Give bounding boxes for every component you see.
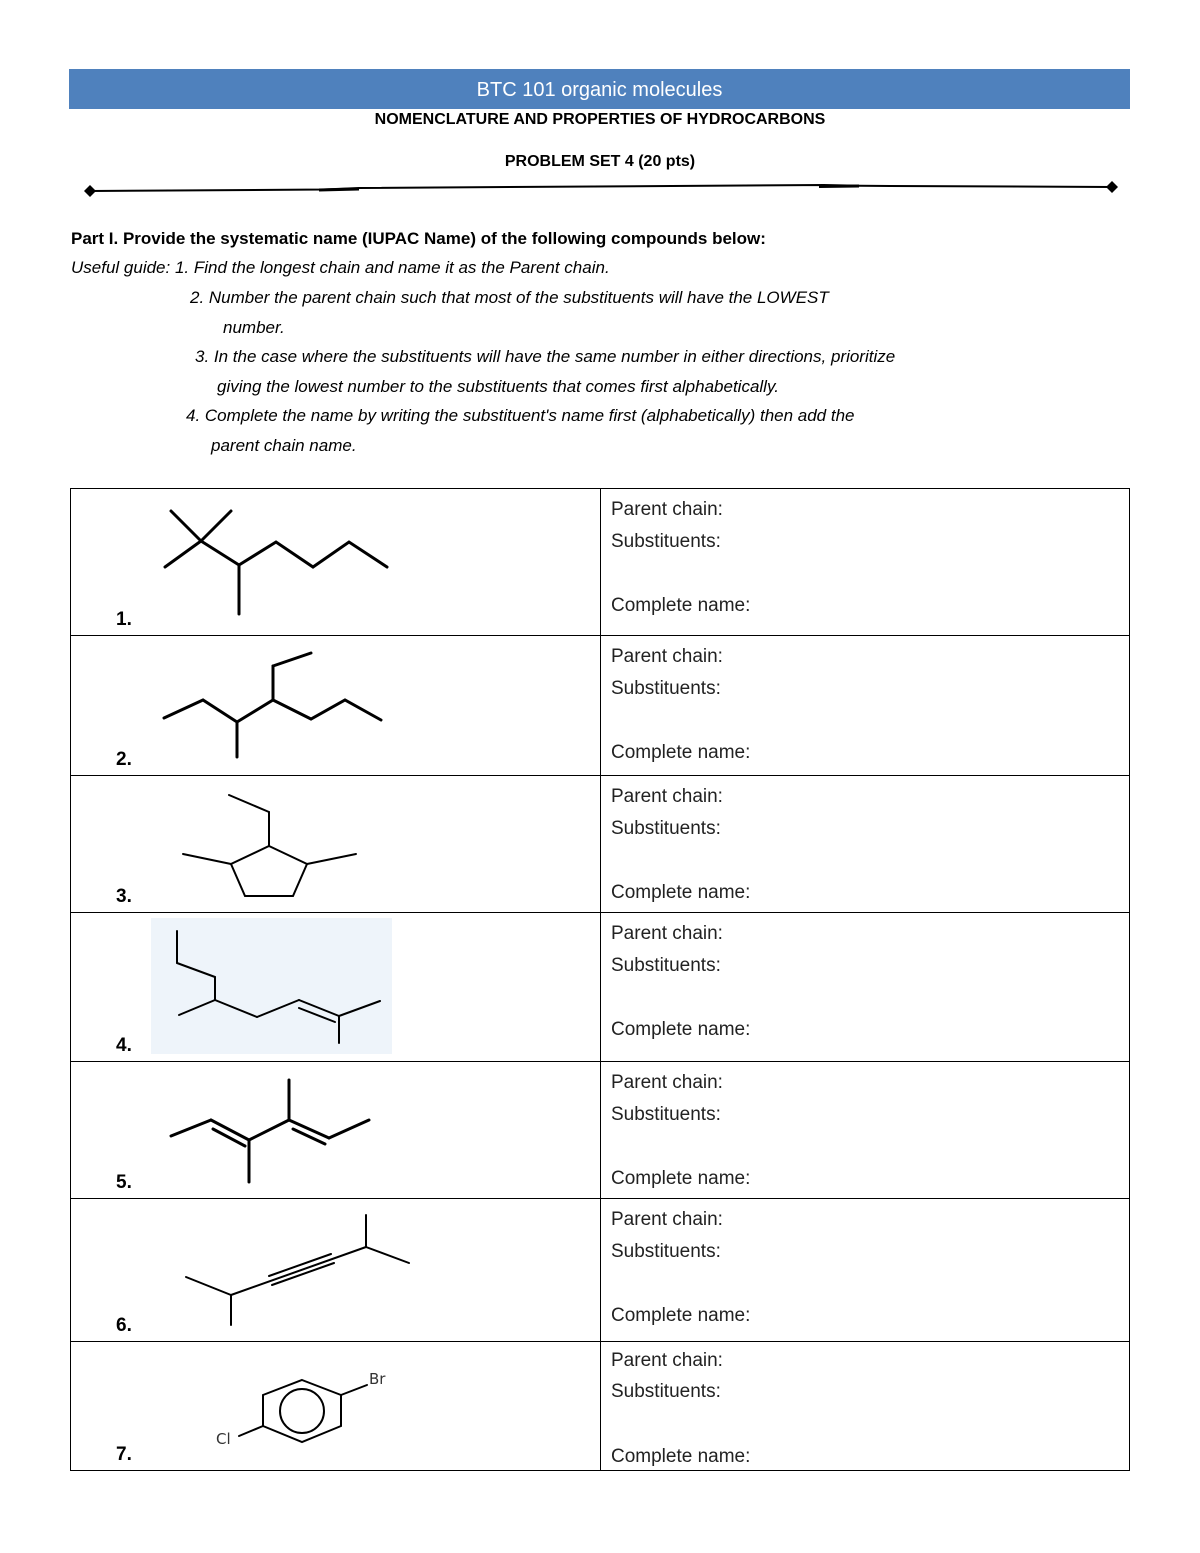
problem-number: 3. <box>116 886 132 907</box>
answer-cell <box>601 1342 1130 1471</box>
structure-5-drawing <box>71 1062 600 1199</box>
structure-3-drawing <box>71 776 600 913</box>
guide-line-1: Useful guide: 1. Find the longest chain and name it as the Parent chain. <box>71 258 610 277</box>
substituents-label: Substituents: <box>611 1104 721 1125</box>
guide-line-4-cont: parent chain name. <box>211 436 357 455</box>
answer-cell <box>601 489 1130 636</box>
answer-cell <box>601 913 1130 1062</box>
complete-name-label: Complete name: <box>611 742 751 763</box>
parent-chain-label: Parent chain: <box>611 1072 723 1093</box>
problem-number: 1. <box>116 609 132 630</box>
part-one-heading: Part I. Provide the systematic name (IUPAC Name) of the following compounds below: <box>71 229 766 248</box>
structure-cell <box>71 636 601 776</box>
structure-7-drawing <box>71 1342 600 1471</box>
complete-name-label: Complete name: <box>611 1168 751 1189</box>
structure-cell <box>71 1199 601 1342</box>
answer-cell <box>601 636 1130 776</box>
answer-cell <box>601 776 1130 913</box>
complete-name-label: Complete name: <box>611 595 751 616</box>
structure-2-drawing <box>71 636 600 776</box>
complete-name-label: Complete name: <box>611 1019 751 1040</box>
structure-cell <box>71 1342 601 1471</box>
problem-row <box>71 1199 1130 1342</box>
problem-row <box>71 1342 1130 1471</box>
substituents-label: Substituents: <box>611 1241 721 1262</box>
guide-line-2-cont: number. <box>223 318 285 337</box>
parent-chain-label: Parent chain: <box>611 646 723 667</box>
substituents-label: Substituents: <box>611 818 721 839</box>
answer-cell <box>601 1199 1130 1342</box>
substituents-label: Substituents: <box>611 1381 721 1402</box>
worksheet-title: NOMENCLATURE AND PROPERTIES OF HYDROCARBONS <box>374 111 826 128</box>
complete-name-label: Complete name: <box>611 1446 751 1467</box>
structure-cell <box>71 913 601 1062</box>
problem-number: 7. <box>116 1444 132 1465</box>
problem-number: 5. <box>116 1172 132 1193</box>
structure-cell <box>71 1062 601 1199</box>
parent-chain-label: Parent chain: <box>611 1209 723 1230</box>
guide-line-3-cont: giving the lowest number to the substituents that comes first alphabetically. <box>217 377 779 396</box>
bromine-atom-label: Br <box>369 1370 386 1388</box>
problem-row <box>71 489 1130 636</box>
divider-rule <box>84 178 1118 202</box>
problem-number: 4. <box>116 1035 132 1056</box>
problem-number: 6. <box>116 1315 132 1336</box>
parent-chain-label: Parent chain: <box>611 923 723 944</box>
problem-row <box>71 913 1130 1062</box>
guide-line-4: 4. Complete the name by writing the substituent's name first (alphabetically) then add the <box>186 406 855 425</box>
guide-line-3: 3. In the case where the substituents will have the same number in either directions, prioritize <box>195 347 896 366</box>
problem-row <box>71 1062 1130 1199</box>
substituents-label: Substituents: <box>611 678 721 699</box>
parent-chain-label: Parent chain: <box>611 499 723 520</box>
problems-table <box>70 488 1130 1471</box>
substituents-label: Substituents: <box>611 955 721 976</box>
problem-row <box>71 636 1130 776</box>
substituents-label: Substituents: <box>611 531 721 552</box>
chlorine-atom-label: Cl <box>216 1430 231 1448</box>
answer-cell <box>601 1062 1130 1199</box>
parent-chain-label: Parent chain: <box>611 786 723 807</box>
problem-set-title: PROBLEM SET 4 (20 pts) <box>504 153 696 170</box>
parent-chain-label: Parent chain: <box>611 1350 723 1371</box>
problem-row <box>71 776 1130 913</box>
complete-name-label: Complete name: <box>611 1305 751 1326</box>
guide-line-2: 2. Number the parent chain such that most of the substituents will have the LOWEST <box>190 288 829 307</box>
structure-cell <box>71 489 601 636</box>
complete-name-label: Complete name: <box>611 882 751 903</box>
structure-6-drawing <box>71 1199 600 1342</box>
problem-number: 2. <box>116 749 132 770</box>
header-banner: BTC 101 organic molecules <box>69 69 1130 109</box>
structure-4-drawing <box>71 913 600 1062</box>
structure-1-drawing <box>71 489 600 636</box>
structure-cell <box>71 776 601 913</box>
